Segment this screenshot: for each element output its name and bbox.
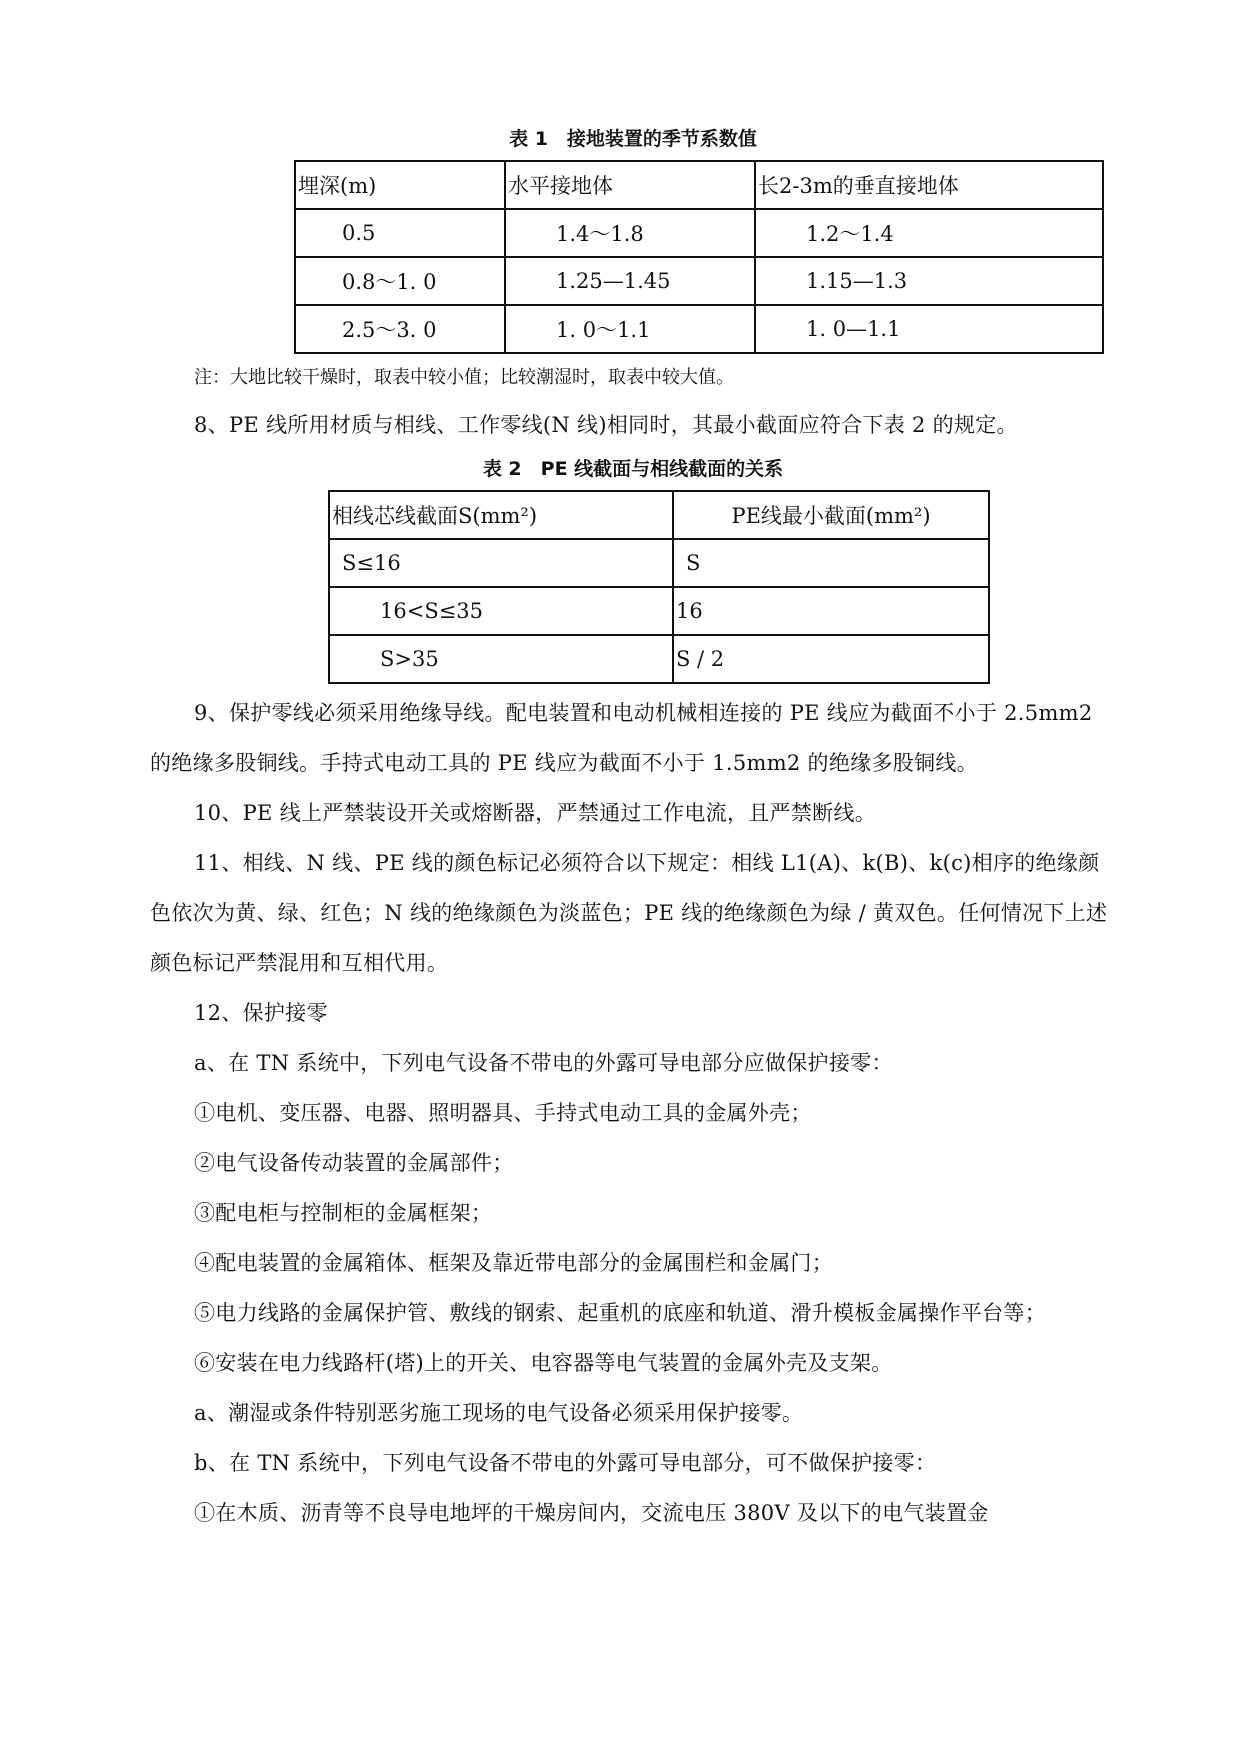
pe-cross-section-table (328, 490, 990, 684)
table-cell: 1. 0～1.1 (505, 305, 755, 353)
table-cell: S≤16 (329, 539, 673, 587)
table-cell: 16<S≤35 (329, 587, 673, 635)
table-row (329, 587, 989, 635)
table-row (329, 539, 989, 587)
paragraph-8: 8、PE 线所用材质与相线、工作零线(N 线)相同时，其最小截面应符合下表 2 的规定。 (194, 413, 1018, 437)
paragraph: 11、相线、N 线、PE 线的颜色标记必须符合以下规定：相线 L1(A)、k(B)、k(c)相序的绝缘颜色依次为黄、绿、红色；N 线的绝缘颜色为淡蓝色；PE 线的绝缘颜色为绿 / 黄双色。任何情况下上述颜色标记严禁混用和互相代用。 (150, 851, 1108, 975)
table1-note: 注：大地比较干燥时，取表中较小值；比较潮湿时，取表中较大值。 (194, 367, 734, 388)
paragraph: 12、保护接零 (194, 1001, 328, 1025)
paragraph: ②电气设备传动装置的金属部件； (194, 1151, 514, 1175)
paragraph: ①在木质、沥青等不良导电地坪的干燥房间内，交流电压 380V 及以下的电气装置金 (194, 1501, 989, 1525)
paragraph: ⑥安装在电力线路杆(塔)上的开关、电容器等电气装置的金属外壳及支架。 (194, 1351, 893, 1375)
table-header-cell: PE线最小截面(mm²) (673, 491, 989, 539)
table-cell: S / 2 (673, 635, 989, 683)
table-cell: 16 (673, 587, 989, 635)
body-text (150, 688, 1116, 1538)
table-header-row (295, 161, 1103, 209)
table-cell: 1.25—1.45 (505, 257, 755, 305)
paragraph: ④配电装置的金属箱体、框架及靠近带电部分的金属围栏和金属门； (194, 1251, 833, 1275)
table-cell: 1.15—1.3 (755, 257, 1103, 305)
table-row (295, 209, 1103, 257)
table-row (329, 635, 989, 683)
table2-caption: 表 2 PE 线截面与相线截面的关系 (482, 458, 784, 480)
table-cell: S (673, 539, 989, 587)
table-cell: 1. 0—1.1 (755, 305, 1103, 353)
season-coefficient-table (294, 160, 1104, 354)
table-cell: 0.5 (295, 209, 505, 257)
table1-caption: 表 1 接地装置的季节系数值 (509, 128, 757, 150)
table-header-cell: 埋深(m) (295, 161, 505, 209)
table-header-cell: 水平接地体 (505, 161, 755, 209)
table-cell: 1.2～1.4 (755, 209, 1103, 257)
table-row (295, 305, 1103, 353)
paragraph: a、潮湿或条件特别恶劣施工现场的电气设备必须采用保护接零。 (194, 1401, 804, 1425)
paragraph: 9、保护零线必须采用绝缘导线。配电装置和电动机械相连接的 PE 线应为截面不小于 2.5mm2 的绝缘多股铜线。手持式电动工具的 PE 线应为截面不小于 1.5mm2 的绝缘多股铜线。 (150, 701, 1093, 775)
table-cell: 1.4～1.8 (505, 209, 755, 257)
table-header-cell: 长2-3m的垂直接地体 (755, 161, 1103, 209)
paragraph: a、在 TN 系统中，下列电气设备不带电的外露可导电部分应做保护接零： (194, 1051, 893, 1075)
table-cell: S>35 (329, 635, 673, 683)
table-cell: 0.8～1. 0 (295, 257, 505, 305)
table-header-row (329, 491, 989, 539)
paragraph: ③配电柜与控制柜的金属框架； (194, 1201, 493, 1225)
paragraph: ⑤电力线路的金属保护管、敷线的钢索、起重机的底座和轨道、滑升模板金属操作平台等； (194, 1301, 1046, 1325)
paragraph: b、在 TN 系统中，下列电气设备不带电的外露可导电部分，可不做保护接零： (194, 1451, 937, 1475)
table-cell: 2.5～3. 0 (295, 305, 505, 353)
table-header-cell: 相线芯线截面S(mm²) (329, 491, 673, 539)
table-row (295, 257, 1103, 305)
paragraph: ①电机、变压器、电器、照明器具、手持式电动工具的金属外壳； (194, 1101, 812, 1125)
paragraph: 10、PE 线上严禁装设开关或熔断器，严禁通过工作电流，且严禁断线。 (194, 801, 877, 825)
document-page (150, 120, 1116, 1538)
